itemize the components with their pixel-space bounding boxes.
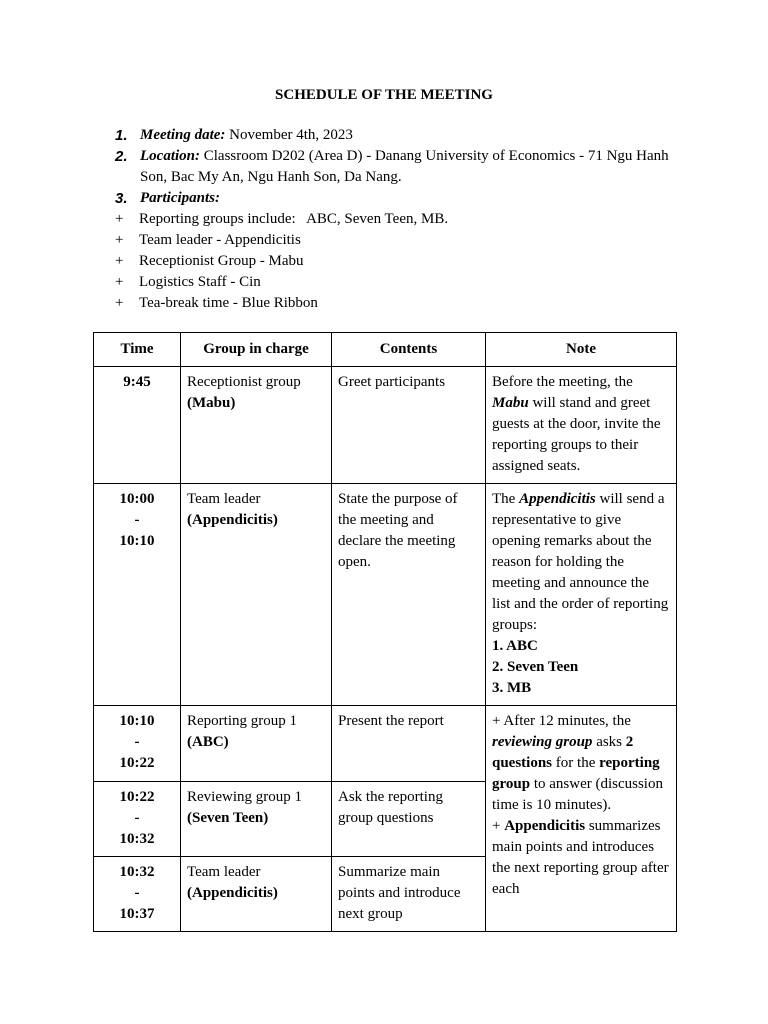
group-name: Receptionist group [187,374,301,390]
time-start: 10:22 [119,789,155,805]
group-name: Team leader [187,491,261,507]
participant-text: Logistics Staff - Cin [139,274,261,290]
note-text: Before the meeting, the [492,374,633,390]
group-cell [181,782,332,857]
note-text: The [492,491,520,507]
order-item: 3. MB [492,680,532,696]
note-text: asks [592,734,626,750]
merged-note-cell [486,706,677,932]
time-cell [94,484,181,706]
group-team: (Mabu) [187,395,236,411]
contents-cell: Summarize main points and introduce next group [332,857,486,932]
header-note: Note [486,333,677,367]
bullet-plus: + [115,253,124,269]
time-end: 10:32 [119,831,155,847]
header-contents: Contents [332,333,486,367]
group-name: Reporting group 1 [187,713,297,729]
table-row [94,367,677,484]
table-row [94,706,677,782]
time-end: 10:37 [119,906,155,922]
contents-cell: State the purpose of the meeting and declare the meeting open. [332,484,486,706]
time-cell [94,706,181,782]
time-cell [94,782,181,857]
section-label: Location: [140,148,200,164]
group-team: (Seven Teen) [187,810,269,826]
group-name: Team leader [187,864,261,880]
group-team: (Appendicitis) [187,512,278,528]
document-title: SCHEDULE OF THE MEETING [275,87,493,103]
group-cell [181,706,332,782]
time-separator: - [134,810,140,826]
group-team: (Appendicitis) [187,885,278,901]
contents-cell: Present the report [332,706,486,782]
note-bold: 2 questions [492,734,634,771]
section-number: 2. [115,148,128,165]
group-name: Reviewing group 1 [187,789,302,805]
participant-text: Tea-break time - Blue Ribbon [139,295,318,311]
group-team: (ABC) [187,734,229,750]
table-header-row [94,333,677,367]
table-row [94,484,677,706]
note-text: will stand and greet guests at the door, invite the reporting groups to their assigned seats. [492,395,661,474]
bullet-plus: + [115,274,124,290]
bullet-plus: + [115,295,124,311]
time-end: 10:10 [119,533,155,549]
note-cell [486,367,677,484]
bullet-plus: + [115,232,124,248]
section-text: November 4th, 2023 [225,127,353,143]
section-label: Participants: [140,190,221,206]
time-value: 9:45 [123,374,151,390]
section-label: Meeting date: [140,127,226,143]
participant-text: Reporting groups include: ABC, Seven Teen, MB. [139,211,449,227]
time-cell [94,367,181,484]
order-item: 2. Seven Teen [492,659,579,675]
note-cell [486,484,677,706]
time-separator: - [134,734,140,750]
section-text: Classroom D202 (Area D) - Danang University of Economics - 71 Ngu Hanh Son, Bac My An, Ngu Hanh Son, Da Nang. [140,148,669,185]
note-emphasis: Appendicitis [519,491,596,507]
note-text: to answer (discussion time is 10 minutes). [492,776,663,813]
group-cell [181,857,332,932]
order-item: 1. ABC [492,638,538,654]
participant-text: Team leader - Appendicitis [139,232,301,248]
group-cell [181,367,332,484]
section-number: 3. [115,190,128,207]
header-group: Group in charge [181,333,332,367]
time-start: 10:10 [119,713,155,729]
contents-cell: Greet participants [332,367,486,484]
note-emphasis: Mabu [492,395,529,411]
time-separator: - [134,885,140,901]
time-separator: - [134,512,140,528]
time-end: 10:22 [119,755,155,771]
group-cell [181,484,332,706]
note-text: + After 12 minutes, the [492,713,631,729]
time-cell [94,857,181,932]
participant-text: Receptionist Group - Mabu [139,253,304,269]
section-number: 1. [115,127,128,144]
note-text: will send a representative to give opening remarks about the reason for holding the meeting and announce the list and the order of reporting groups: [492,491,669,633]
note-text: for the [552,755,600,771]
time-start: 10:32 [119,864,155,880]
note-bold: reporting group [492,755,660,792]
header-time: Time [94,333,181,367]
note-bold: Appendicitis [504,818,586,834]
note-text: + [492,818,505,834]
contents-cell: Ask the reporting group questions [332,782,486,857]
time-start: 10:00 [119,491,155,507]
note-emphasis: reviewing group [492,734,593,750]
schedule-table [93,332,677,932]
note-text: summarizes main points and introduces the next reporting group after each [492,818,669,897]
bullet-plus: + [115,211,124,227]
